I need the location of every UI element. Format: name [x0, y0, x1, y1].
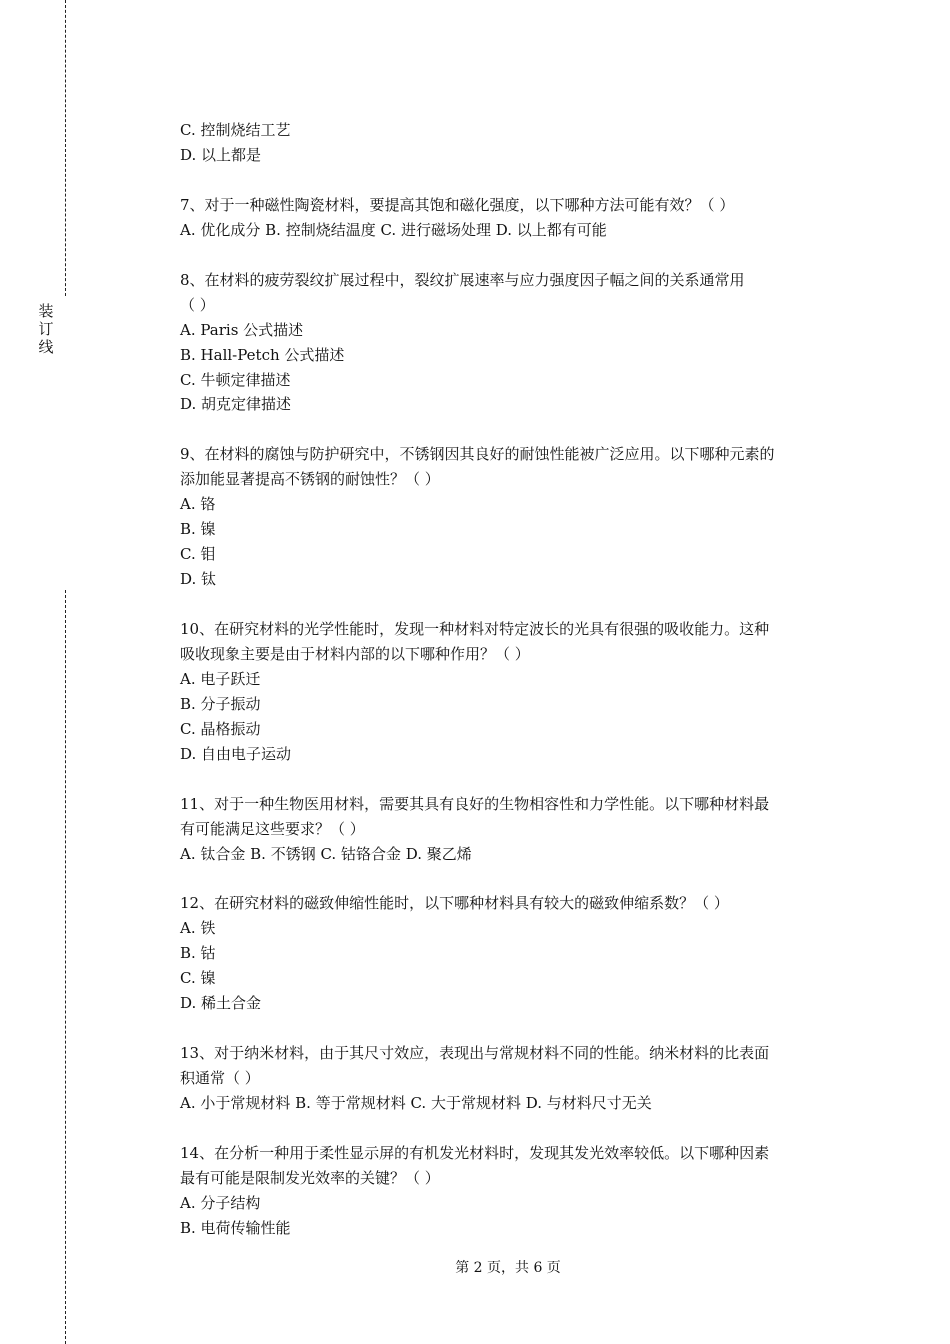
block-gap — [180, 243, 840, 268]
text-line: 积通常（ ） — [180, 1069, 260, 1088]
text-line: D. 稀土合金 — [180, 994, 262, 1013]
question-block — [180, 1141, 840, 1241]
text-line: D. 胡克定律描述 — [180, 395, 292, 414]
text-line: 9、在材料的腐蚀与防护研究中，不锈钢因其良好的耐蚀性能被广泛应用。以下哪种元素的 — [180, 445, 775, 464]
text-line: C. 牛顿定律描述 — [180, 370, 291, 389]
question-block — [180, 193, 840, 243]
text-line: 14、在分析一种用于柔性显示屏的有机发光材料时，发现其发光效率较低。以下哪种因素 — [180, 1143, 770, 1162]
block-gap — [180, 592, 840, 617]
text-line: B. Hall-Petch 公式描述 — [180, 345, 345, 364]
block-gap — [180, 1116, 840, 1141]
text-line: 最有可能是限制发光效率的关键？（ ） — [180, 1168, 440, 1187]
text-line: D. 自由电子运动 — [180, 744, 292, 763]
question-content — [180, 118, 840, 1241]
text-line: A. 小于常规材料 B. 等于常规材料 C. 大于常规材料 D. 与材料尺寸无关 — [180, 1094, 652, 1113]
text-line: A. 分子结构 — [180, 1193, 261, 1212]
page-footer: 第 2 页，共 6 页 — [455, 1260, 561, 1276]
text-line: C. 晶格振动 — [180, 719, 261, 738]
block-gap — [180, 417, 840, 442]
text-line: 吸收现象主要是由于材料内部的以下哪种作用？（ ） — [180, 644, 530, 663]
question-block — [180, 268, 840, 418]
text-line: A. 铁 — [180, 919, 216, 938]
text-line: B. 钴 — [180, 944, 216, 963]
text-line: （ ） — [180, 295, 215, 314]
text-line: A. 钛合金 B. 不锈钢 C. 钴铬合金 D. 聚乙烯 — [180, 844, 472, 863]
question-block — [180, 442, 840, 592]
block-gap — [180, 767, 840, 792]
text-line: D. 钛 — [180, 570, 217, 589]
text-line: 有可能满足这些要求？（ ） — [180, 819, 365, 838]
block-gap — [180, 168, 840, 193]
question-block — [180, 891, 840, 1016]
binding-label: 装 订 线 — [38, 302, 54, 356]
block-gap — [180, 867, 840, 892]
question-block — [180, 118, 840, 168]
question-block — [180, 1041, 840, 1116]
text-line: A. 电子跃迁 — [180, 669, 261, 688]
question-block — [180, 792, 840, 867]
text-line: C. 控制烧结工艺 — [180, 121, 291, 139]
block-gap — [180, 1016, 840, 1041]
text-line: A. 优化成分 B. 控制烧结温度 C. 进行磁场处理 D. 以上都有可能 — [180, 220, 607, 239]
text-line: A. 铬 — [180, 495, 216, 514]
text-line: B. 镍 — [180, 520, 216, 539]
question-block — [180, 617, 840, 767]
text-line: 添加能显著提高不锈钢的耐蚀性？（ ） — [180, 470, 440, 489]
text-line: A. Paris 公式描述 — [180, 320, 304, 339]
text-line: B. 电荷传输性能 — [180, 1218, 291, 1237]
binding-line-bottom — [65, 590, 66, 1344]
text-line: 11、对于一种生物医用材料，需要其具有良好的生物相容性和力学性能。以下哪种材料最 — [180, 794, 770, 813]
text-line: 13、对于纳米材料，由于其尺寸效应，表现出与常规材料不同的性能。纳米材料的比表面 — [180, 1044, 770, 1063]
text-line: 12、在研究材料的磁致伸缩性能时，以下哪种材料具有较大的磁致伸缩系数？（ ） — [180, 894, 729, 913]
text-line: 8、在材料的疲劳裂纹扩展过程中，裂纹扩展速率与应力强度因子幅之间的关系通常用 — [180, 270, 745, 289]
text-line: 10、在研究材料的光学性能时，发现一种材料对特定波长的光具有很强的吸收能力。这种 — [180, 620, 770, 638]
text-line: C. 钼 — [180, 545, 216, 564]
text-line: C. 镍 — [180, 969, 216, 988]
text-line: D. 以上都是 — [180, 145, 262, 164]
text-line: B. 分子振动 — [180, 694, 261, 713]
text-line: 7、对于一种磁性陶瓷材料，要提高其饱和磁化强度，以下哪种方法可能有效？（ ） — [180, 195, 735, 214]
binding-line-top — [65, 0, 66, 296]
